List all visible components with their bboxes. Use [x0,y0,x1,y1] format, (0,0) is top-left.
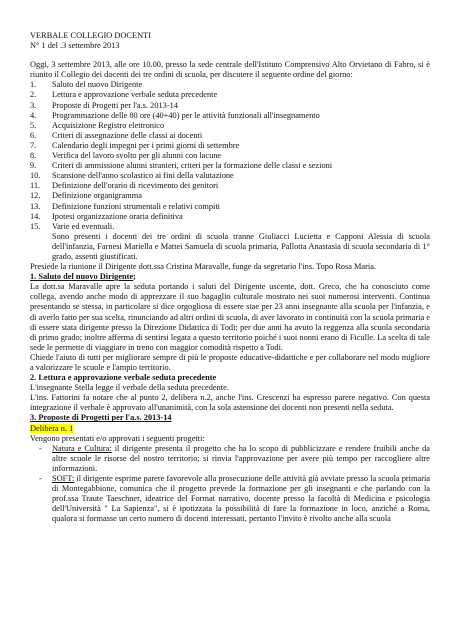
agenda-item-number: 7. [30,140,37,150]
project-item [30,444,430,474]
section-2-paragraph: L'ins. Fattorini fa notare che al punto 2, delibera n.2, anche l'ins. Crescenzi ha espresso parere negativo. Con questa integrazione il verbale è approvato all'unanimità, con la sola astensione dei docenti non presenti nella seduta. [30,393,430,413]
section-1-heading-suffix: ; [133,272,136,282]
agenda-item [30,191,430,201]
agenda-item [30,80,430,90]
agenda-item-number: 15. [30,221,41,231]
agenda-item-number: 11. [30,181,41,191]
agenda-item-number: 6. [30,130,37,140]
agenda-item [30,212,430,222]
agenda-item-text: Criteri di ammissione alunni stranieri, criteri per la formazione delle classi e sezioni [52,161,333,171]
agenda-item-number: 1. [30,80,37,90]
agenda-item [30,121,430,131]
project-description [52,474,430,524]
agenda-item-text: Definizione funzioni strumentali e relativi compiti [52,201,220,211]
agenda-item-text: Definizione dell'orario di ricevimento dei genitori [52,181,219,191]
intro-paragraph: Oggi, 3 settembre 2013, alle ore 10.00, presso la sede centrale dell'Istituto Comprensivo Alto Orvietano di Fabro, si è riunito il Collegio dei docenti dei tre ordini di scuola, per discutere il seguente ordine del giorno: [30,60,430,80]
agenda-item [30,141,430,151]
list-dash: - [39,443,42,453]
agenda-item [30,151,430,161]
president-paragraph: Presiede la riunione il Dirigente dott.ssa Cristina Maravalle, funge da segretario l'ins. Topo Rosa Maria. [30,262,377,272]
agenda-item [30,90,430,100]
agenda-item-number: 9. [30,161,37,171]
agenda-item [30,161,430,171]
agenda-item-text: Criteri di assegnazione delle classi ai docenti [52,130,203,140]
section-2-reading: L'insegnante Stella legge il verbale della seduta precedente. [30,383,229,393]
section-2-heading: 2. Lettura e approvazione verbale seduta precedente [30,373,217,383]
section-3-heading-line [30,413,430,423]
agenda-item-text: Ipotesi organizzazione oraria definitiva [52,211,183,221]
agenda-item-number: 2. [30,90,37,100]
agenda-item [30,202,430,212]
project-item [30,474,430,524]
delibera-label: Delibera n. 1 [30,423,74,433]
agenda-item-text: Acquisizione Registro elettronico [52,120,165,130]
minutes-body [30,31,430,525]
agenda-item-number: 14. [30,211,41,221]
project-name: Natura e Cultura [52,443,110,453]
project-description [52,444,430,474]
agenda-item-text: Calendario degli impegni per i primi giorni di settembre [52,140,240,150]
list-dash: - [39,474,42,484]
agenda-item-text: Varie ed eventuali. [52,221,115,231]
agenda-item [30,222,430,232]
agenda-item [30,131,430,141]
attendance-paragraph: Sono presenti i docenti dei tre ordini di scuola tranne Giuliacci Lucietta e Capponi Alessia di scuola dell'infanzia, Farnesi Mariella e Mattei Samuela di scuola primaria, Pallotta Anastasia di scuola secondaria di 1° grado, assenti giustificati. [52,231,430,261]
document-subtitle: N° 1 del .3 settembre 2013 [30,41,120,51]
agenda-item-number: 10. [30,171,41,181]
section-1-heading [30,272,430,282]
agenda-item-text: Lettura e approvazione verbale seduta precedente [52,90,218,100]
agenda-item-text: Programmazione delle 80 ore (40+40) per le attività funzionali all'insegnamento [52,110,320,120]
agenda-item [30,171,430,181]
project-text: il dirigente esprime parere favorevole alla prosecuzione delle attività già avviate presso la scuola primaria di Montegabbione, comunica che il progetto prevede la formazione per gli insegnanti e che parlando con la prof.ssa Traute Taeschner, ideatrice del Format narrativo, docente presso la facoltà di Medicina e psicologia dell'Università " La Sapienza", si è ipotizzata la possibilità di fare la formazione in loco, anziché a Roma, qualora si formasse un certo numero di docenti interessati, pertanto l'invito è rivolto anche alla scuola [52,474,430,524]
agenda-list [30,80,430,231]
agenda-item-text: Saluto del nuovo Dirigente [52,80,143,90]
section-1-closing: Chiede l'aiuto di tutti per migliorare sempre di più le proposte educative-didattiche e per collaborare nel modo migliore a valorizzare le scuole e l'ampio territorio. [30,352,430,372]
projects-intro: Vengono presentati e/o approvati i seguenti progetti: [30,433,205,443]
project-separator: : [109,443,112,453]
project-text: il dirigente presenta il progetto che ha lo scopo di pubblicizzare e rendere fruibili anche da altre scuole le risorse del nostro territorio; si rinvia l'approvazione per avere più tempo per raccogliere altre informazioni. [52,443,431,473]
agenda-item-text: Definizione organigramma [52,191,142,201]
project-name: SOFT [52,474,72,484]
agenda-item [30,181,430,191]
agenda-item-number: 4. [30,110,37,120]
section-1-paragraph: La dott.sa Maravalle apre la seduta portando i saluti del Dirigente uscente, dott. Greco, che ha conosciuto come collega, avendo anche modo di apprezzare il suo bagaglio culturale mostrato nei suoi numerosi interventi. Continua presentando se stessa, in particolare si dice orgogliosa di essere stae per 23 anni insegnante alla scuola per l'infanzia, e di averlo fatto per sua scelta, rinunciando ad altri ordini di scuola, di aver lavorato in continuità con la scuola primaria e di essere stata dirigente presso la Direzione Didattica di Todi; per due anni ha avuto la reggenza alla scuola secondaria di primo grado; inoltre afferma di sentirsi legata a questo territorio poiché i suoi nonni erano di Ficulle. La scelta di tale sede le permette di viaggiare in treno con maggior comodità rispetto a Todi. [30,282,430,352]
agenda-item [30,101,430,111]
section-1-heading-text: 1. Saluto del nuovo Dirigente [30,272,134,282]
delibera-line [30,424,430,434]
document-title: VERBALE COLLEGIO DOCENTI [30,31,151,40]
section-3-heading: 3. Proposte di Progetti per l'a.s. 2013-14 [30,413,172,423]
agenda-item-number: 3. [30,100,37,110]
project-separator: : [72,474,75,484]
agenda-item-text: Scansione dell'anno scolastico ai fini della valutazione [52,171,234,181]
agenda-item-number: 5. [30,120,37,130]
agenda-item-text: Proposte di Progetti per l'a.s. 2013-14 [52,100,178,110]
agenda-item-number: 8. [30,151,37,161]
agenda-item [30,111,430,121]
agenda-item-number: 12. [30,191,41,201]
agenda-item-number: 13. [30,201,41,211]
agenda-item-text: Verifica del lavoro svolto per gli alunni con lacune [52,151,222,161]
